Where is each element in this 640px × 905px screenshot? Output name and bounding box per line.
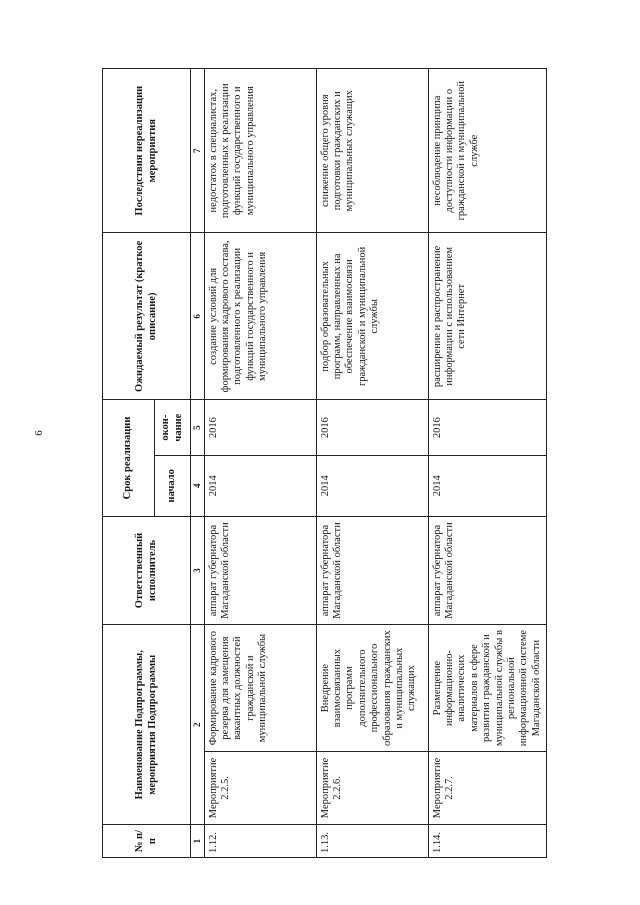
col-index-5: 5: [191, 400, 205, 456]
row-consequences: снижение общего уровня подготовки гражданских и муниципальных служащих: [316, 69, 428, 233]
row-measure: Мероприятие 2.2.6.: [316, 751, 428, 824]
row-num: 1.12.: [204, 825, 316, 858]
row-result: создание условий для формирования кадрового состава, подготовленного к реализации функций государственного и муниципального управления: [204, 233, 316, 400]
page-number: 6: [32, 430, 45, 436]
table-row: [204, 69, 316, 858]
row-name: Размещение информационно-аналитических материалов в сфере развития гражданской и муниципальной службы в региональной информационной системе Магаданской области: [428, 625, 546, 751]
row-start: 2014: [428, 455, 546, 516]
table-row: [428, 69, 546, 858]
row-num: 1.14.: [428, 825, 546, 858]
row-measure: Мероприятие 2.2.7.: [428, 751, 546, 824]
row-consequences: несоблюдение принципа доступности информации о гражданской и муниципальной службе: [428, 69, 546, 233]
row-executor: аппарат губернатора Магаданской области: [204, 516, 316, 625]
col-index-3: 3: [191, 516, 205, 625]
header-name: Наименование Подпрограммы, мероприятия Подпрограммы: [103, 625, 191, 825]
col-index-1: 1: [191, 825, 205, 858]
column-index-row: [191, 69, 205, 858]
row-name: Внедрение взаимосвязанных программ дополнительного профессионального образования гражданских и муниципальных служащих: [316, 625, 428, 751]
landscape-sheet: [102, 68, 547, 858]
header-consequences: Последствия нереализации мероприятия: [103, 69, 191, 233]
row-consequences: недостаток в специалистах, подготовленных к реализации функций государственного и муниципального управления: [204, 69, 316, 233]
row-start: 2014: [204, 455, 316, 516]
row-start: 2014: [316, 455, 428, 516]
header-period: Срок реализации: [103, 400, 155, 516]
row-result: подбор образовательных программ, направленных на обеспечение взаимосвязи гражданской и муниципальной службы: [316, 233, 428, 400]
col-index-2: 2: [191, 625, 205, 825]
col-index-7: 7: [191, 69, 205, 233]
row-end: 2016: [204, 400, 316, 456]
row-num: 1.13.: [316, 825, 428, 858]
header-result: Ожидаемый результат (краткое описание): [103, 233, 191, 400]
row-end: 2016: [316, 400, 428, 456]
table-row: [316, 69, 428, 858]
header-num: № п/п: [103, 825, 191, 858]
row-name: Формирование кадрового резерва для замещения вакантных должностей гражданской и муниципальной службы: [204, 625, 316, 751]
measures-table: [102, 68, 547, 858]
row-executor: аппарат губернатора Магаданской области: [428, 516, 546, 625]
col-index-6: 6: [191, 233, 205, 400]
row-measure: Мероприятие 2.2.5.: [204, 751, 316, 824]
row-result: расширение и распространение информации с использованием сети Интернет: [428, 233, 546, 400]
col-index-4: 4: [191, 455, 205, 516]
header-start: начало: [155, 455, 191, 516]
header-end: окон-чание: [155, 400, 191, 456]
header-row: [103, 69, 155, 858]
header-executor: Ответственный исполнитель: [103, 516, 191, 625]
row-executor: аппарат губернатора Магаданской области: [316, 516, 428, 625]
row-end: 2016: [428, 400, 546, 456]
